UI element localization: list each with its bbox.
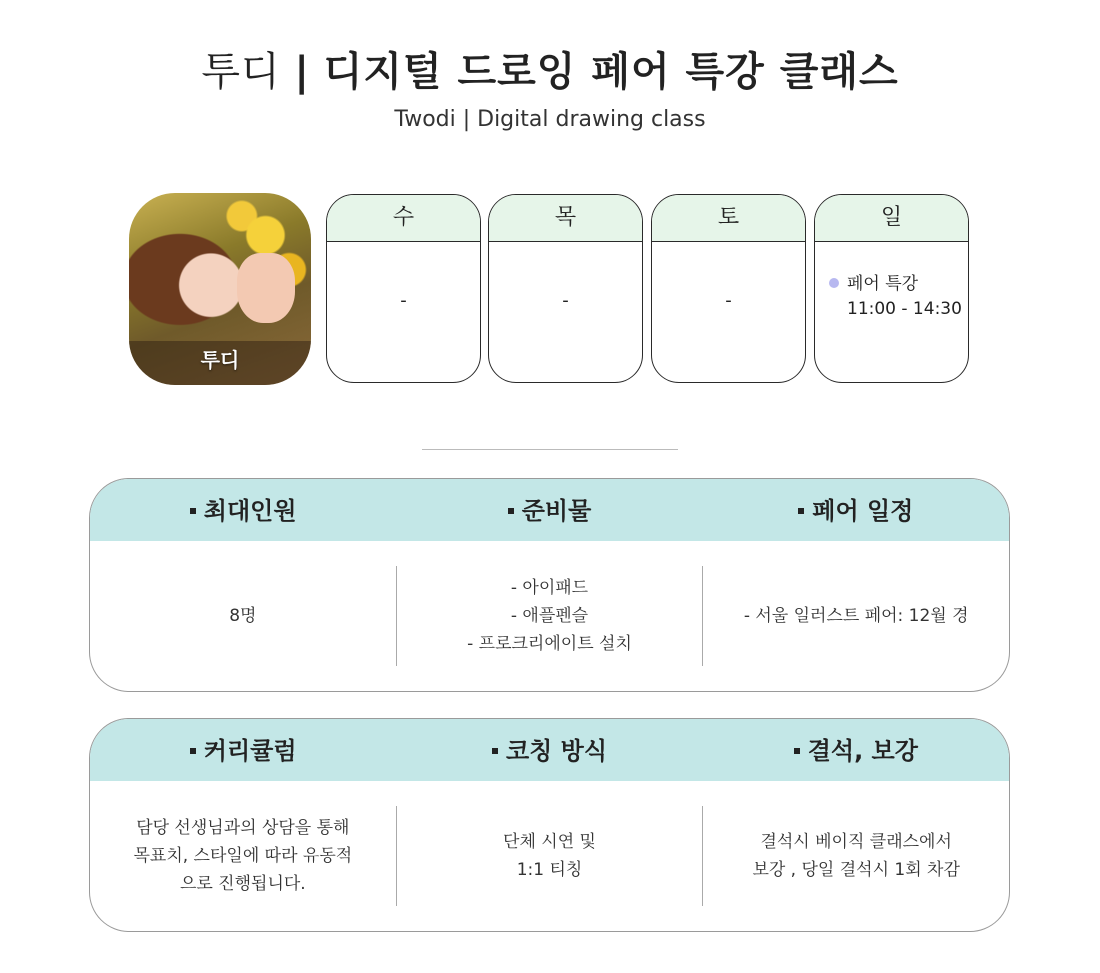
supply-item: - 애플펜슬 [510,606,589,626]
supply-item: - 프로크리에이트 설치 [467,634,632,654]
day-card-wed [326,194,481,383]
info-panel-header [90,479,1009,541]
absence-cell [702,806,1009,906]
day-label: 수 [327,195,480,242]
coaching-line: 1:1 티칭 [516,860,583,880]
page-subtitle: Twodi | Digital drawing class [394,107,706,132]
page-title [0,48,1100,96]
event-title: 페어 특강 [847,274,919,294]
day-card-sat [651,194,806,383]
event-time: 11:00 - 14:30 [847,299,962,319]
day-value: - [725,290,732,311]
day-label: 일 [815,195,968,242]
day-label: 토 [652,195,805,242]
supply-item: - 아이패드 [510,578,589,598]
day-value: - [562,290,569,311]
teacher-avatar [129,193,311,385]
header-coaching: 코칭 방식 [396,719,702,781]
teacher-name: 투디 [200,348,240,372]
curriculum-line: 으로 진행됩니다. [179,874,306,894]
event-dot-icon [829,278,839,288]
fair-schedule-value: - 서울 일러스트 페어: 12월 경 [743,606,969,626]
curriculum-line: 목표치, 스타일에 따라 유동적 [133,846,353,866]
coaching-cell [396,806,703,906]
section-divider [422,449,678,450]
header-supplies: 준비물 [396,479,702,541]
absence-line: 보강 , 당일 결석시 1회 차감 [752,860,960,880]
title-separator: | [294,49,310,95]
fair-schedule-cell [702,566,1009,666]
day-label: 목 [489,195,642,242]
policy-panel-header [90,719,1009,781]
header-absence: 결석, 보강 [703,719,1009,781]
coaching-line: 단체 시연 및 [503,832,596,852]
absence-line: 결석시 베이직 클래스에서 [760,832,952,852]
header-fair-schedule: 페어 일정 [703,479,1009,541]
capacity-cell [90,566,396,666]
title-prefix: 투디 [201,49,281,95]
day-card-thu [488,194,643,383]
curriculum-line: 담당 선생님과의 상담을 통해 [136,818,350,838]
avatar-illustration [237,253,295,323]
info-panel [89,478,1010,692]
day-card-sun [814,194,969,383]
curriculum-cell [90,806,396,906]
day-event [829,272,962,322]
header-capacity: 최대인원 [90,479,396,541]
header-curriculum: 커리큘럼 [90,719,396,781]
title-main: 디지털 드로잉 페어 특강 클래스 [323,49,899,95]
supplies-cell [396,566,703,666]
capacity-value: 8명 [229,606,257,626]
policy-panel [89,718,1010,932]
day-value: - [400,290,407,311]
